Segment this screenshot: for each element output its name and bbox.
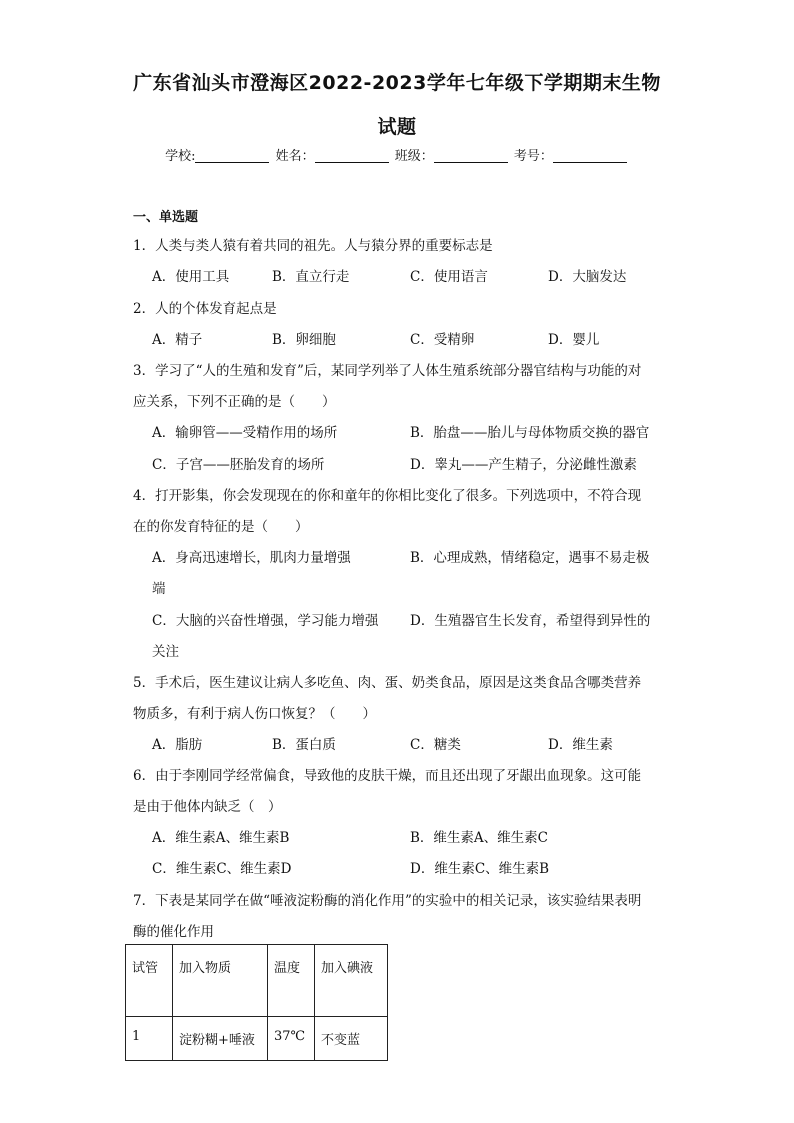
table-cell: 1: [126, 1017, 173, 1061]
q4-stem-line2: 在的你发育特征的是（ ）: [133, 519, 309, 535]
exam-title-line2: 试题: [377, 116, 417, 138]
q2-option-b: B．卵细胞: [272, 332, 336, 348]
table-cell: 淀粉糊+唾液: [173, 1017, 268, 1061]
table-header-cell: 温度: [268, 945, 315, 1017]
q4-stem-line1: 4．打开影集，你会发现现在的你和童年的你相比变化了很多。下列选项中，不符合现: [133, 488, 642, 504]
section-heading: 一、单选题: [133, 210, 199, 225]
q2-option-a: A．精子: [152, 332, 203, 348]
q4-option-b-line2: 端: [152, 581, 166, 597]
q2-option-d: D．婴儿: [548, 332, 600, 348]
q1-option-c: C．使用语言: [410, 269, 488, 285]
table-header-cell: 加入物质: [173, 945, 268, 1017]
table-cell: 37℃: [268, 1017, 315, 1061]
table-row: [126, 1017, 388, 1061]
q5-option-b: B．蛋白质: [272, 737, 336, 753]
school-label: 学校:: [165, 149, 196, 164]
number-blank: [553, 148, 627, 163]
q6-option-c: C．维生素C、维生素D: [152, 861, 292, 877]
q4-option-b-line1: B．心理成熟，情绪稳定，遇事不易走极: [410, 550, 650, 566]
q2-option-c: C．受精卵: [410, 332, 475, 348]
table-header-cell: 加入碘液: [315, 945, 388, 1017]
table-cell: 不变蓝: [315, 1017, 388, 1061]
number-label: 考号：: [513, 149, 553, 164]
q1-option-d: D．大脑发达: [548, 269, 627, 285]
name-blank: [315, 148, 389, 163]
q4-option-d-line1: D．生殖器官生长发育，希望得到异性的: [410, 613, 651, 629]
q6-option-a: A．维生素A、维生素B: [152, 830, 290, 846]
q3-option-a: A．输卵管——受精作用的场所: [152, 425, 338, 441]
q4-option-a: A．身高迅速增长，肌肉力量增强: [152, 550, 351, 566]
q3-option-d: D．睾丸——产生精子，分泌雌性激素: [410, 457, 637, 473]
student-info-row: [0, 145, 794, 164]
q6-stem-line2: 是由于他体内缺乏（ ）: [133, 799, 282, 815]
q5-option-a: A．脂肪: [152, 737, 203, 753]
q4-option-d-line2: 关注: [152, 644, 179, 660]
q4-option-c: C．大脑的兴奋性增强，学习能力增强: [152, 613, 379, 629]
class-blank: [434, 148, 508, 163]
q5-stem-line1: 5．手术后，医生建议让病人多吃鱼、肉、蛋、奶类食品，原因是这类食品含哪类营养: [133, 675, 642, 691]
school-blank: [195, 148, 269, 163]
q6-option-b: B．维生素A、维生素C: [410, 830, 548, 846]
table-header-cell: 试管: [126, 945, 173, 1017]
q1-option-a: A．使用工具: [152, 269, 230, 285]
q6-stem-line1: 6．由于李刚同学经常偏食，导致他的皮肤干燥，而且还出现了牙龈出血现象。这可能: [133, 768, 642, 784]
q1-option-b: B．直立行走: [272, 269, 350, 285]
q7-stem-line1: 7．下表是某同学在做“唾液淀粉酶的消化作用”的实验中的相关记录，该实验结果表明: [133, 893, 642, 909]
q5-option-d: D．维生素: [548, 737, 613, 753]
class-label: 班级：: [394, 149, 434, 164]
q3-option-b: B．胎盘——胎儿与母体物质交换的器官: [410, 425, 650, 441]
exam-title-line1: 广东省汕头市澄海区2022-2023学年七年级下学期期末生物: [133, 72, 661, 94]
q5-stem-line2: 物质多，有利于病人伤口恢复？（ ）: [133, 706, 376, 722]
q7-stem-line2: 酶的催化作用: [133, 924, 214, 940]
q3-stem-line2: 应关系，下列不正确的是（ ）: [133, 394, 336, 410]
experiment-table: [125, 944, 388, 1061]
q6-option-d: D．维生素C、维生素B: [410, 861, 550, 877]
name-label: 姓名：: [275, 149, 315, 164]
table-header-row: [126, 945, 388, 1017]
q3-option-c: C．子宫——胚胎发育的场所: [152, 457, 325, 473]
q3-stem-line1: 3．学习了“人的生殖和发育”后，某同学列举了人体生殖系统部分器官结构与功能的对: [133, 363, 642, 379]
q2-stem: 2．人的个体发育起点是: [133, 301, 277, 317]
q5-option-c: C．糖类: [410, 737, 461, 753]
q1-stem: 1．人类与类人猿有着共同的祖先。人与猿分界的重要标志是: [133, 238, 493, 254]
